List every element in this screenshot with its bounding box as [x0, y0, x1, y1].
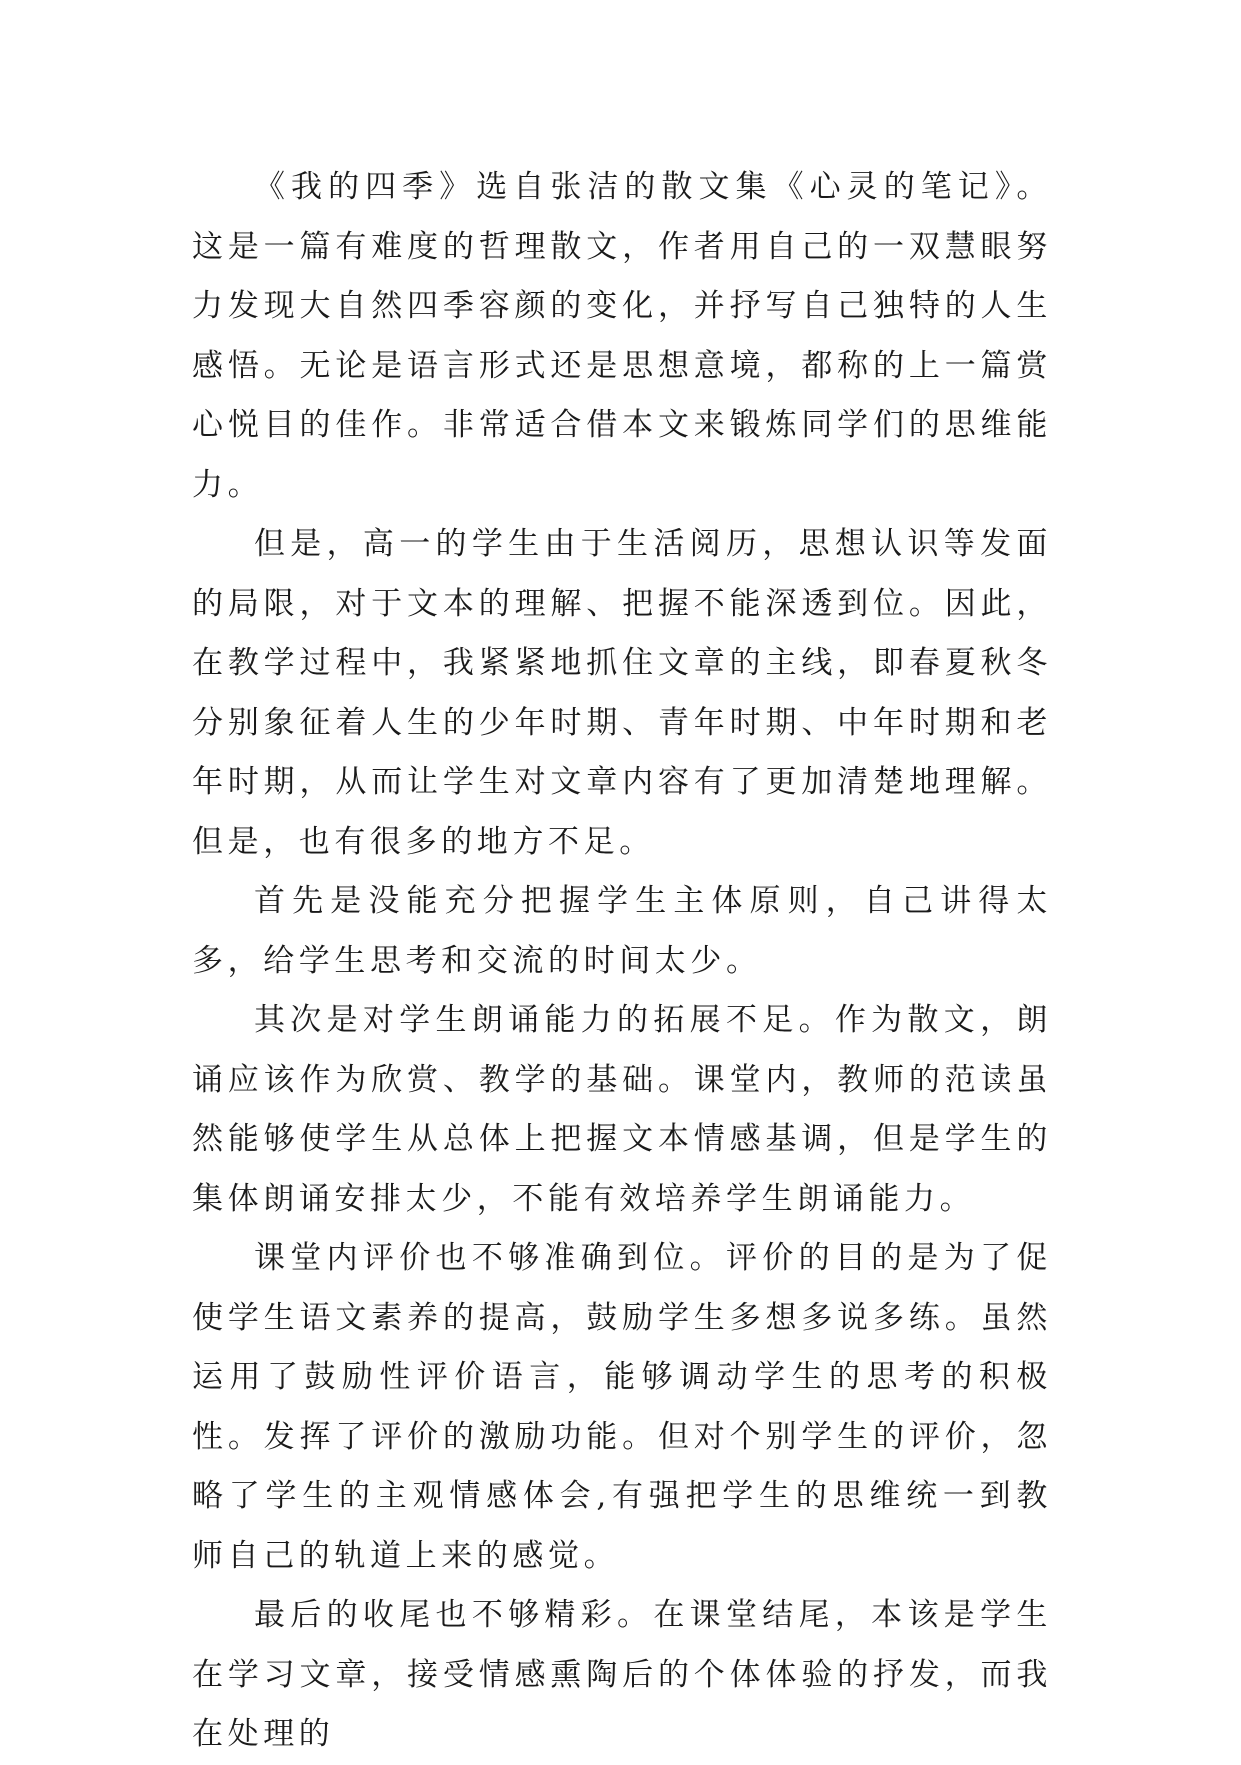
paragraph-intro: 《我的四季》选自张洁的散文集《心灵的笔记》。这是一篇有难度的哲理散文，作者用自己的一双慧眼努力发现大自然四季容颜的变化，并抒写自己独特的人生感悟。无论是语言形式还是思想意境，都称的上一篇赏心悦目的佳作。非常适合借本文来锻炼同学们的思维能力。 — [192, 169, 1052, 503]
document-body — [192, 158, 1052, 1765]
paragraph-teaching-process: 但是，高一的学生由于生活阅历，思想认识等发面的局限，对于文本的理解、把握不能深透到位。因此，在教学过程中，我紧紧地抓住文章的主线，即春夏秋冬分别象征着人生的少年时期、青年时期、中年时期和老年时期，从而让学生对文章内容有了更加清楚地理解。但是，也有很多的地方不足。 — [192, 526, 1052, 860]
paragraph-evaluation: 课堂内评价也不够准确到位。评价的目的是为了促使学生语文素养的提高，鼓励学生多想多说多练。虽然运用了鼓励性评价语言，能够调动学生的思考的积极性。发挥了评价的激励功能。但对个别学生的评价，忽略了学生的主观情感体会,有强把学生的思维统一到教师自己的轨道上来的感觉。 — [192, 1240, 1052, 1574]
paragraph-second-shortcoming: 其次是对学生朗诵能力的拓展不足。作为散文，朗诵应该作为欣赏、教学的基础。课堂内，教师的范读虽然能够使学生从总体上把握文本情感基调，但是学生的集体朗诵安排太少，不能有效培养学生朗诵能力。 — [192, 1002, 1052, 1217]
paragraph-ending: 最后的收尾也不够精彩。在课堂结尾，本该是学生在学习文章，接受情感熏陶后的个体体验的抒发，而我在处理的 — [192, 1597, 1052, 1752]
paragraph-first-shortcoming: 首先是没能充分把握学生主体原则，自己讲得太多，给学生思考和交流的时间太少。 — [192, 883, 1052, 979]
